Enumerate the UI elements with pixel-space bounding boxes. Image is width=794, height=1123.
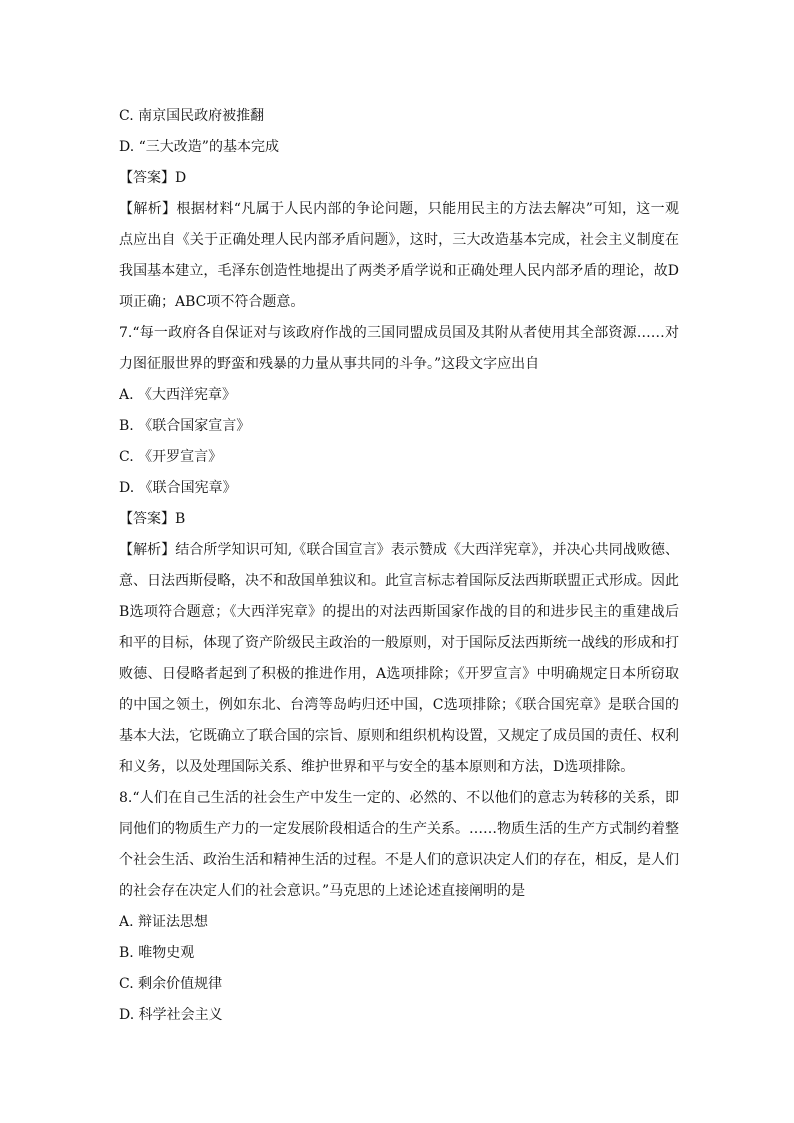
q6-option-c: C. 南京国民政府被推翻 — [119, 108, 265, 124]
q8-option-d: D. 科学社会主义 — [119, 1007, 223, 1023]
q7-option-c: C. 《开罗宣言》 — [119, 449, 223, 465]
q7-option-b: B. 《联合国家宣言》 — [119, 418, 251, 434]
q8-option-c: C. 剩余价值规律 — [119, 976, 223, 992]
q6-analysis: 【解析】根据材料“凡属于人民内部的争论问题，只能用民主的方法去解决”可知，这一观点应出自《关于正确处理人民内部矛盾问题》，这时，三大改造基本完成，社会主义制度在我国基本建立，毛泽东创造性地提出了两类矛盾学说和正确处理人民内部矛盾的理论，故D项正确；ABC项不符合题意。 — [119, 201, 679, 310]
q7-answer: 【答案】B — [119, 511, 186, 527]
q8-stem: 8.“人们在自己生活的社会生产中发生一定的、必然的、不以他们的意志为转移的关系，即同他们的物质生产力的一定发展阶段相适合的生产关系。……物质生活的生产方式制约着整个社会生活、政治生活和精神生活的过程。不是人们的意识决定人们的存在，相反，是人们的社会存在决定人们的社会意识。”马克思的上述论述直接阐明的是 — [119, 790, 679, 899]
q6-option-d: D. “三大改造”的基本完成 — [119, 139, 279, 155]
q7-stem: 7.“每一政府各自保证对与该政府作战的三国同盟成员国及其附从者使用其全部资源……对力图征服世界的野蛮和残暴的力量从事共同的斗争。”这段文字应出自 — [119, 325, 679, 372]
q6-answer: 【答案】D — [119, 170, 187, 186]
q7-analysis: 【解析】结合所学知识可知,《联合国宣言》表示赞成《大西洋宪章》，并决心共同战败德、意、日法西斯侵略，决不和敌国单独议和。此宣言标志着国际反法西斯联盟正式形成。因此B选项符合题意；《大西洋宪章》的提出的对法西斯国家作战的目的和进步民主的重建战后和平的目标，体现了资产阶级民主政治的一般原则，对于国际反法西斯统一战线的形成和打败德、日侵略者起到了积极的推进作用，A选项排除；《开罗宣言》中明确规定日本所窃取的中国之领土，例如东北、台湾等岛屿归还中国，C选项排除；《联合国宪章》是联合国的基本大法，它既确立了联合国的宗旨、原则和组织机构设置，又规定了成员国的责任、权利和义务，以及处理国际关系、维护世界和平与安全的基本原则和方法，D选项排除。 — [119, 542, 679, 775]
q7-option-d: D. 《联合国宪章》 — [119, 480, 237, 496]
q8-option-b: B. 唯物史观 — [119, 945, 195, 961]
document-page — [119, 101, 679, 1031]
q8-option-a: A. 辩证法思想 — [119, 914, 209, 930]
q7-option-a: A. 《大西洋宪章》 — [119, 387, 237, 403]
